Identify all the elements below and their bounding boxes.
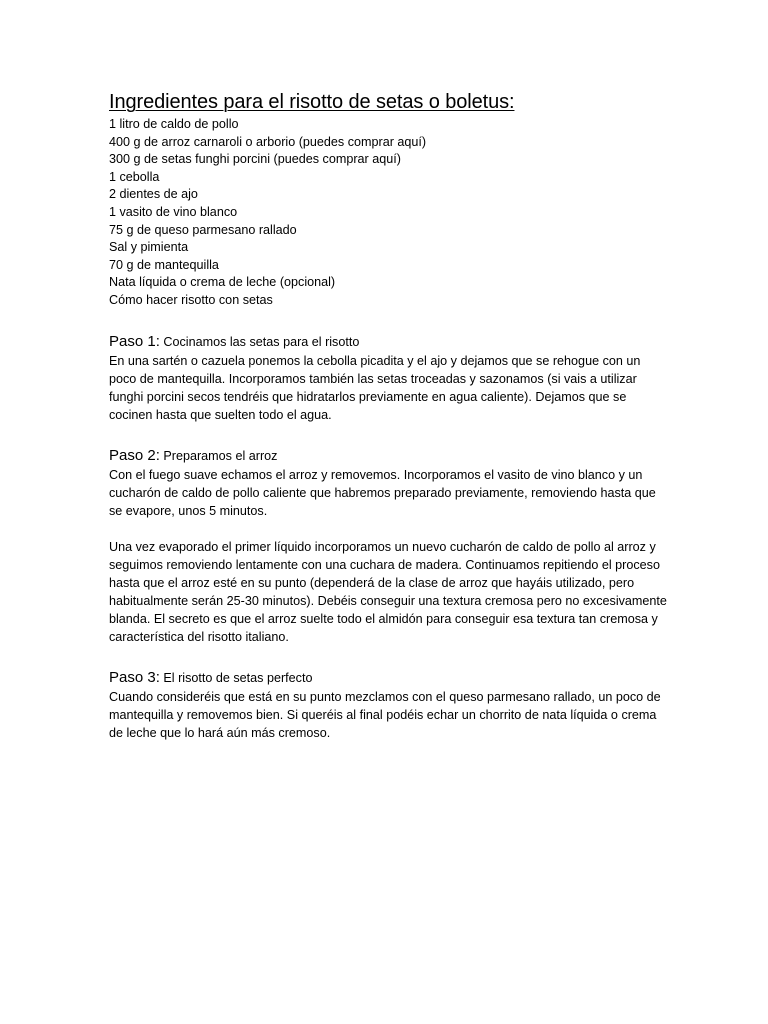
ingredient-item: 400 g de arroz carnaroli o arborio (puedes comprar aquí)	[109, 134, 427, 149]
step-2-section	[109, 446, 669, 646]
step-1-section	[109, 332, 669, 424]
document-title: Ingredientes para el risotto de setas o boletus:	[109, 91, 515, 113]
ingredient-item: 70 g de mantequilla	[109, 257, 219, 272]
ingredient-item: 1 cebolla	[109, 169, 160, 184]
step-1-title: Cocinamos las setas para el risotto	[163, 334, 360, 349]
step-2-title: Preparamos el arroz	[163, 448, 278, 463]
ingredient-item: Nata líquida o crema de leche (opcional)	[109, 275, 336, 290]
step-3-label: Paso 3:	[109, 668, 160, 686]
ingredient-item: 75 g de queso parmesano rallado	[109, 222, 297, 237]
ingredient-item: 1 vasito de vino blanco	[109, 204, 238, 219]
step-3-section	[109, 668, 669, 742]
step-3-title: El risotto de setas perfecto	[163, 670, 313, 685]
ingredient-item: Cómo hacer risotto con setas	[109, 292, 273, 307]
step-1-heading	[109, 332, 669, 352]
ingredient-list	[109, 116, 669, 310]
ingredient-item: Sal y pimienta	[109, 240, 189, 255]
step-1-paragraph: En una sartén o cazuela ponemos la cebolla picadita y el ajo y dejamos que se rehogue con un poco de mantequilla. Incorporamos también las setas troceadas y sazonamos (si vais a utilizar funghi porcini secos tendréis que hidratarlos previamente en agua caliente). Dejamos que se cocinen hasta que suelten todo el agua.	[109, 353, 641, 422]
step-2-heading	[109, 446, 669, 466]
ingredient-item: 1 litro de caldo de pollo	[109, 117, 239, 131]
step-2-label: Paso 2:	[109, 446, 160, 464]
step-2-paragraph-2: Una vez evaporado el primer líquido incorporamos un nuevo cucharón de caldo de pollo al arroz y seguimos removiendo lentamente con una cuchara de madera. Continuamos repitiendo el proceso hasta que el arroz esté en su punto (dependerá de la clase de arroz que hayáis utilizado, pero habitualmente serán 25-30 minutos). Debéis conseguir una textura cremosa pero no excesivamente blanda. El secreto es que el arroz suelte todo el almidón para conseguir esa textura tan cremosa y característica del risotto italiano.	[109, 539, 667, 644]
ingredient-item: 300 g de setas funghi porcini (puedes comprar aquí)	[109, 152, 401, 167]
document-page	[109, 90, 669, 742]
ingredient-item: 2 dientes de ajo	[109, 187, 198, 202]
step-3-heading	[109, 668, 669, 688]
step-1-label: Paso 1:	[109, 332, 160, 350]
step-2-paragraph-1: Con el fuego suave echamos el arroz y removemos. Incorporamos el vasito de vino blanco y un cucharón de caldo de pollo caliente que habremos preparado previamente, removiendo hasta que se evapore, unos 5 minutos.	[109, 467, 656, 518]
step-3-paragraph: Cuando consideréis que está en su punto mezclamos con el queso parmesano rallado, un poco de mantequilla y removemos bien. Si queréis al final podéis echar un chorrito de nata líquida o crema de leche que lo hará aún más cremoso.	[109, 689, 661, 740]
